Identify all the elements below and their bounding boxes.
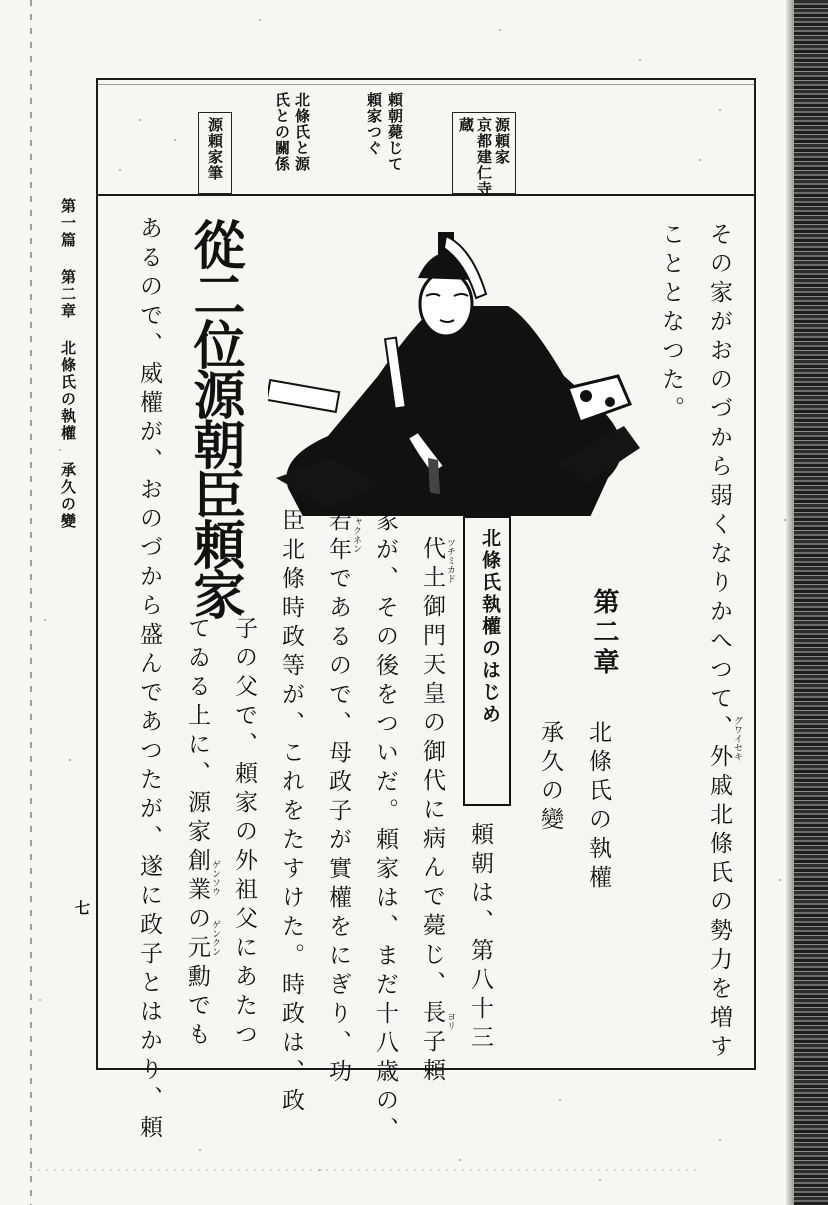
ruby-gaiseki: グワイセキ <box>732 716 742 761</box>
margin-note-2a: 頼朝薨じて <box>386 92 404 172</box>
margin-note-line: 源頼家 <box>493 117 511 165</box>
body-col-5: 臣北條時政等が、これをたすけた。時政は、政 <box>278 508 304 1117</box>
ruby-yori: ヨリ <box>445 1012 455 1030</box>
ruby-genkun: ゲンクン <box>210 920 220 956</box>
book-edge <box>794 0 828 1205</box>
portrait-caption: 從二位源朝臣頼家 <box>184 218 245 618</box>
margin-note-box-1 <box>452 112 516 197</box>
chapter-title-1: 北條氏の執權 <box>585 720 611 894</box>
chapter-title-2: 承久の變 <box>537 720 563 836</box>
margin-note-line: 蔵 <box>457 117 475 133</box>
body-col-7: てゐる上に、源家創業の元勳でも <box>184 616 210 1051</box>
body-col-6: 子の父で、頼家の外祖父にあたつ <box>231 616 257 1051</box>
page-number: 七 <box>73 900 91 915</box>
body-col-1: 頼朝は、第八十三 <box>467 822 493 1054</box>
ruby-jakunen: ジャクネン <box>351 508 361 553</box>
chapter-number: 第二章 <box>589 588 619 678</box>
body-col-2: 代土御門天皇の御代に病んで薨じ、長子頼 <box>419 536 445 1087</box>
margin-note-3b: 氏との關係 <box>273 92 291 172</box>
margin-note-box-4 <box>198 112 232 194</box>
section-heading: 北條氏執權のはじめ <box>479 528 501 726</box>
portrait-alt: portrait of Minamoto no Yoriie <box>268 226 284 227</box>
continuation-col-2: こととなつた。 <box>658 222 684 425</box>
section-heading-box <box>463 516 511 806</box>
body-col-4: 若年であるので、母政子が實權をにぎり、功 <box>325 508 351 1088</box>
body-col-8: あるので、威權が、おのづから盛んであつたが、遂に政子とはかり、頼 <box>136 216 162 1144</box>
ruby-gensou: ゲンソウ <box>210 860 220 896</box>
continuation-col-1: その家がおのづから弱くなりかへつて、外戚北條氏の勢力を増す <box>706 222 732 1063</box>
portrait-illustration <box>268 226 640 516</box>
running-head: 第一篇 第二章 北條氏の執權 承久の變 <box>59 198 77 530</box>
frame-inner-rule <box>96 84 756 85</box>
margin-rule <box>96 194 756 196</box>
margin-note-line: 源頼家筆 <box>206 117 224 181</box>
margin-note-line: 京都建仁寺 <box>475 117 493 197</box>
binding-edge-line <box>30 0 32 1205</box>
ruby-tsuchimikado: ツチミカド <box>445 538 455 583</box>
margin-note-3a: 北條氏と源 <box>293 92 311 172</box>
body-col-3: 家が、その後をついだ。頼家は、まだ十八歳の、 <box>372 508 398 1146</box>
page-edge-shadow <box>786 0 794 1205</box>
margin-note-2b: 頼家つぐ <box>365 92 383 156</box>
